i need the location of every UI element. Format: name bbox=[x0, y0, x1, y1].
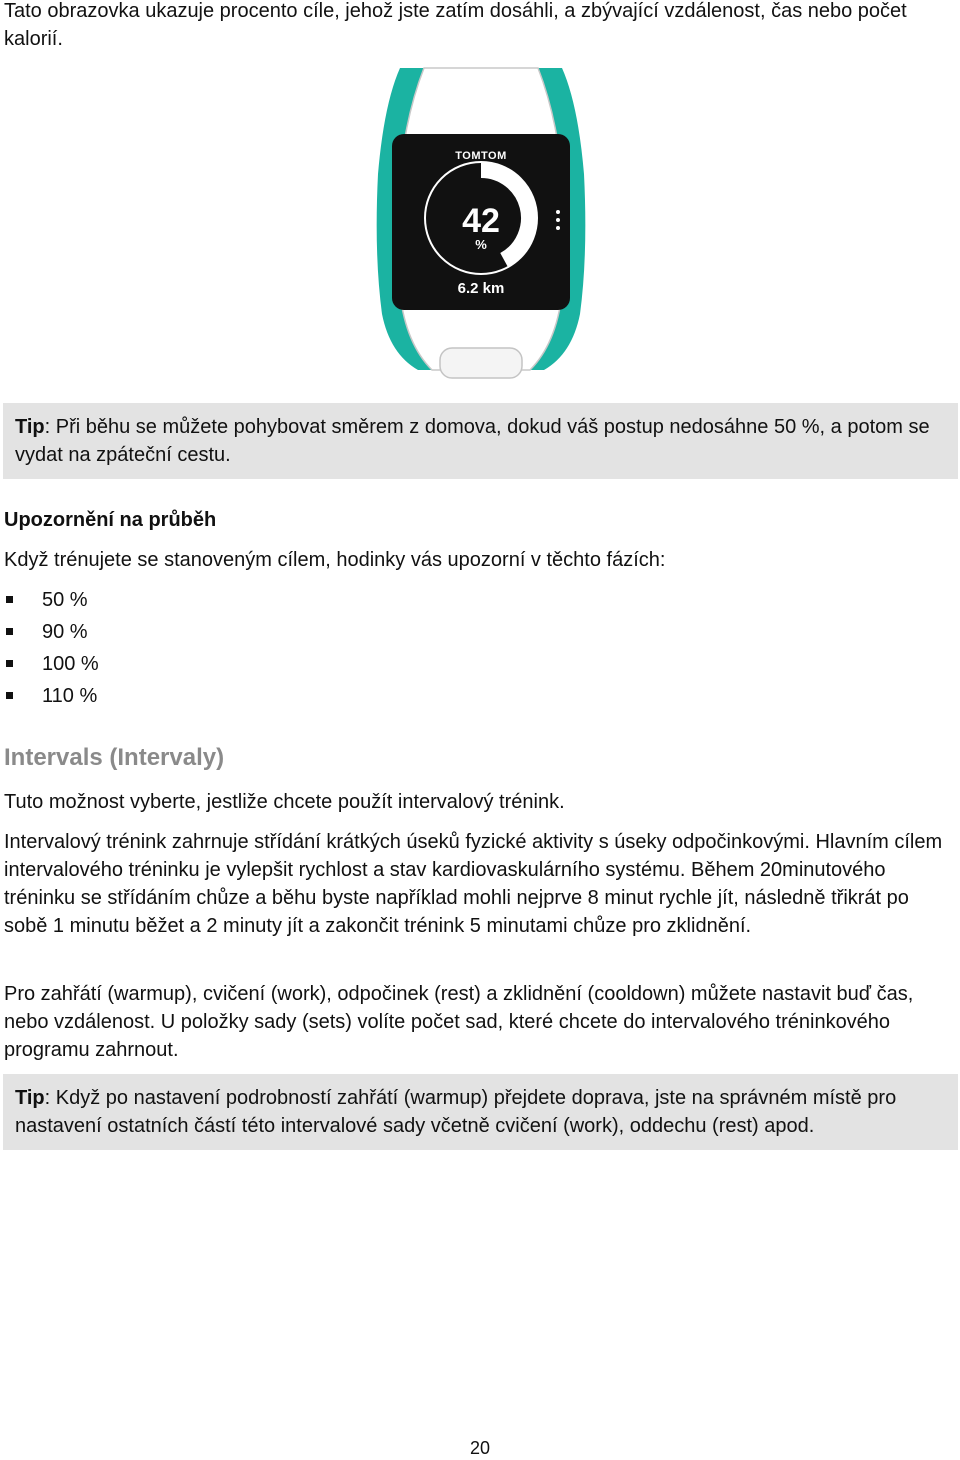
list-item: 50 % bbox=[4, 586, 99, 618]
page-number: 20 bbox=[469, 1438, 491, 1458]
bullet-square-icon bbox=[6, 660, 13, 667]
tip-text: : Při běhu se můžete pohybovat směrem z domova, dokud váš postup nedosáhne 50 %, a potom se vydat na zpáteční cestu. bbox=[15, 416, 930, 466]
bullet-square-icon bbox=[6, 596, 13, 603]
bullet-square-icon bbox=[6, 692, 13, 699]
intervals-paragraph-2: Intervalový trénink zahrnuje střídání krátkých úseků fyzické aktivity s úseky odpočinkovými. Hlavním cílem intervalového tréninku je vylepšit rychlost a stav kardiovaskulárního systému. Během 20minutového tréninku se střídáním chůze a běhu byste například mohli nejprve 8 minut rychle jít, následně třikrát po sobě 1 minutu běžet a 2 minuty jít a zakončit trénink 5 minutami chůze pro zklidnění. bbox=[4, 831, 943, 937]
intervals-paragraph-3: Pro zahřátí (warmup), cvičení (work), odpočinek (rest) a zklidnění (cooldown) můžete nastavit buď čas, nebo vzdálenost. U položky sady (sets) volíte počet sad, které chcete do intervalového tréninkového programu zahrnout. bbox=[4, 983, 914, 1061]
progress-alerts-heading: Upozornění na průběh bbox=[4, 509, 217, 531]
intro-paragraph: Tato obrazovka ukazuje procento cíle, jehož jste zatím dosáhli, a zbývající vzdálenost, čas nebo počet kalorií. bbox=[4, 0, 907, 50]
remaining-distance: 6.2 km bbox=[457, 280, 505, 297]
intervals-section-title: Intervals (Intervaly) bbox=[4, 744, 225, 771]
progress-alerts-list bbox=[4, 586, 99, 714]
progress-alerts-lead: Když trénujete se stanoveným cílem, hodinky vás upozorní v těchto fázích: bbox=[4, 549, 666, 571]
list-item: 100 % bbox=[4, 650, 99, 682]
watch-svg bbox=[370, 64, 592, 382]
watch-illustration bbox=[370, 64, 592, 382]
progress-percent-unit: % bbox=[475, 237, 487, 252]
list-item: 110 % bbox=[4, 682, 99, 714]
intervals-paragraph-1: Tuto možnost vyberte, jestliže chcete použít intervalový trénink. bbox=[4, 791, 565, 813]
tip-label: Tip bbox=[15, 416, 45, 438]
progress-percent-value: 42 bbox=[462, 202, 500, 240]
watch-brand: TOMTOM bbox=[455, 150, 507, 162]
list-item: 90 % bbox=[4, 618, 99, 650]
tip-box-return bbox=[3, 403, 958, 479]
bullet-square-icon bbox=[6, 628, 13, 635]
tip-box-warmup bbox=[3, 1074, 958, 1150]
tip-label: Tip bbox=[15, 1087, 45, 1109]
vertical-dots-icon bbox=[556, 210, 560, 230]
tip-text: : Když po nastavení podrobností zahřátí (warmup) přejdete doprava, jste na správném místě pro nastavení ostatních částí této intervalové sady včetně cvičení (work), oddechu (rest) apod. bbox=[15, 1087, 897, 1137]
watch-button bbox=[440, 348, 522, 378]
